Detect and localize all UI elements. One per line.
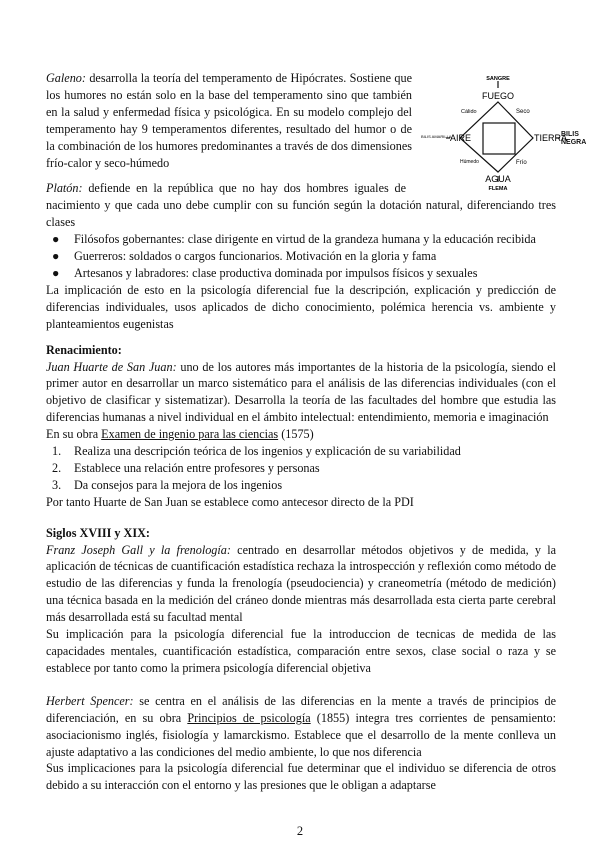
diagram-top-humor: SANGRE (486, 76, 510, 82)
bullet-icon: ● (52, 232, 60, 247)
diagram-bottom-element: AGUA (485, 174, 511, 184)
galeno-text: desarrolla la teoría del temperamento de Hipócrates. Sostiene que los humores no están solo en la base del temperamento sino que también en la salud y enfermedad física y psicológica. En su modelo complejo del temperamento hay 9 temperamentos diferentes, resultado del humor o de la combinación de los humores predominantes a través de dos dimensiones frío-calor y seco-húmedo (46, 71, 412, 170)
list-item: ● Guerreros: soldados o cargos funcionarios. Motivación en la gloria y fama (52, 249, 437, 264)
list-item: 2. Establece una relación entre profesores y personas (52, 460, 320, 475)
diagram-top-element: FUEGO (481, 91, 515, 101)
section-heading: Renacimiento: (46, 342, 122, 357)
list-item: 1. Realiza una descripción teórica de los ingenios y explicación de su variabilidad (52, 444, 461, 459)
diagram-quality-bl: Húmedo (460, 159, 479, 165)
bullet-icon: ● (52, 249, 60, 264)
list-item: ● Filósofos gobernantes: clase dirigente en virtud de la grandeza humana y la educación recibida (52, 232, 536, 247)
page-number: 2 (296, 824, 304, 838)
spencer-author: Herbert Spencer: (46, 693, 134, 708)
platon-implication: La implicación de esto en la psicología diferencial fue la descripción, explicación y predicción de diferencias individuales, usos aplicados de dicho conocimiento, polémica herencia vs. ambiente y planteamientos eugenistas (46, 282, 556, 331)
spencer-section: Herbert Spencer: se centra en el análisis de las diferencias en la mente a través de principios de diferenciación, en su obra Principios de psicología (1855) integra tres corrientes de pensamiento: asociacionismo inglés, fisiología y lamarckismo. Establece que el desarrollo de la mente conlleva un ajuste adaptativo a las condiciones del medio ambiente, lo que nos diferencia Sus implicaciones para la psicología diferencial fue determinar que el individuo se diferencia de otros debido a su interacción con el entorno y las presiones que le obligan a adaptarse (46, 693, 556, 793)
diagram-quality-tr: Seco (516, 109, 530, 115)
galeno-author: Galeno: (46, 71, 86, 85)
diagram-left-humor: BILIS AMARILLA (421, 134, 452, 139)
gall-author: Franz Joseph Gall y la frenología: (46, 542, 231, 557)
platon-text: defiende en la república que no hay dos hombres iguales de nacimiento y que cada uno debe cumplir con su función según la dotación natural, diferenciando tres clases (46, 181, 556, 230)
platon-classes-list (46, 231, 556, 282)
diagram-bottom-humor: FLEMA (488, 186, 508, 192)
diagram-quality-tl: Cálido (461, 109, 477, 115)
renacimiento-section: Renacimiento: Juan Huarte de San Juan: uno de los autores más importantes de la historia de la psicología, siendo el primer autor en desarrollar un marco sistemático para el análisis de las diferencias individuales (con el objetivo de clasificar y sistematizar). Desarrolla la teoría de las facultades del hombre que estudia las diferencias humanas a nivel individual en el ámbito intelectual: entendimiento, memoria e imaginación En su obra Examen de ingenio para las ciencias (1575) 1. Realiza una descripción teórica de los ingenios y explicación de su variabilidad 2. Establece una relación entre profesores y personas 3. Da consejos para la mejora de los ingenios Por tanto Huarte de San Juan se establece como antecesor directo de la PDI (46, 342, 556, 509)
document-body (46, 70, 556, 794)
platon-section (46, 180, 556, 332)
diagram-quality-br: Frío (516, 160, 527, 166)
diagram-right-element: TIERRA (534, 133, 568, 143)
diagram-left-element: AIRE (450, 133, 472, 143)
galeno-paragraph (46, 70, 412, 171)
diagram-right-humor: BILIS NEGRA (561, 131, 587, 146)
huarte-list (46, 443, 556, 494)
platon-author: Platón: (46, 181, 83, 196)
list-item: 3. Da consejos para la mejora de los ingenios (52, 477, 283, 492)
huarte-author: Juan Huarte de San Juan: (46, 359, 177, 374)
work-title: Principios de psicología (187, 710, 311, 725)
bullet-icon: ● (52, 265, 60, 280)
siglos-section: Siglos XVIII y XIX: Franz Joseph Gall y la frenología: centrado en desarrollar métodos objetivos y de medida, y la aplicación de técnicas de cuantificación estadística rechaza la introspección y reflexión como método de estudio de las diferencias y funda la frenología (pseudociencia) y craneometría (método de medición) una técnica basada en la medición del cráneo donde mientras más desarrollada esta cierta parte cerebral más desarrollada está su facultad mental Su implicación para la psicología diferencial fue la introduccion de tecnicas de medida de las capacidades mentales, cuantificación estadística, comparación entre sexos, clase social o raza y se establece por tanto como la primera psicología diferencial objetiva (46, 525, 556, 675)
work-title: Examen de ingenio para las ciencias (101, 427, 279, 442)
list-item: ● Artesanos y labradores: clase productiva dominada por impulsos físicos y sexuales (52, 265, 478, 280)
section-heading: Siglos XVIII y XIX: (46, 525, 150, 540)
